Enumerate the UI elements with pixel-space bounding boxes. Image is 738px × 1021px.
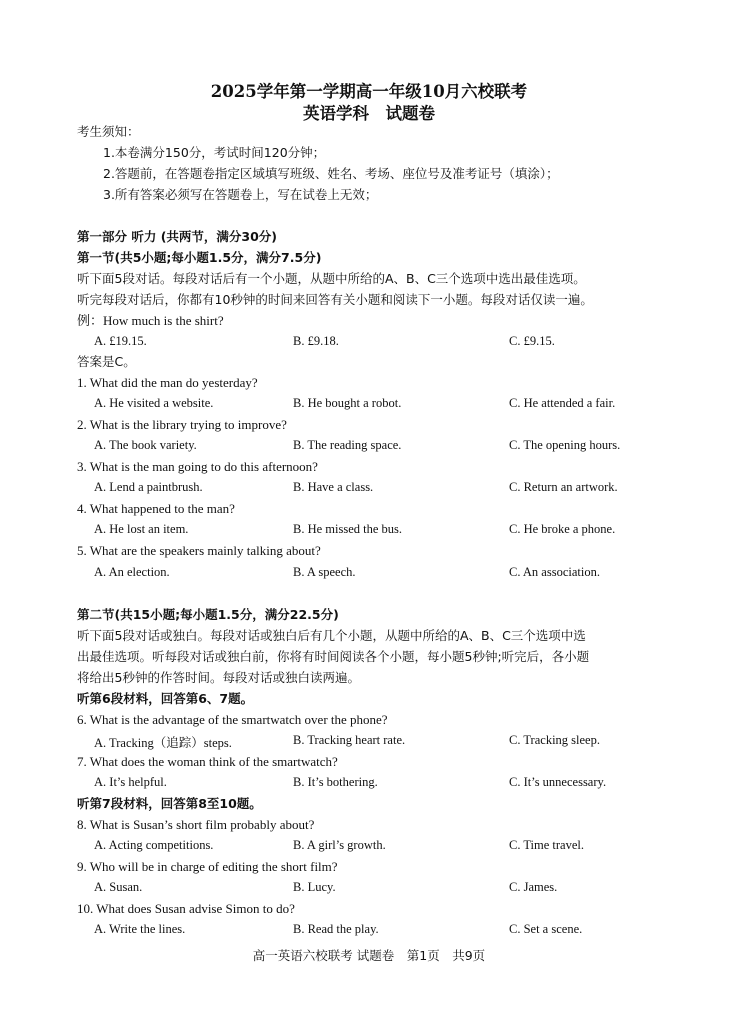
option-b: B. A speech. xyxy=(293,565,356,579)
option-c: C. James. xyxy=(509,880,558,894)
option-b: B. Read the play. xyxy=(293,922,379,936)
option-c: C. Time travel. xyxy=(509,838,585,852)
section2-instructions: 将给出5秒钟的作答时间。每段对话或独白读两遍。 xyxy=(77,670,360,685)
option-a: A. The book variety. xyxy=(94,438,197,452)
material-heading: 听第7段材料，回答第8至10题。 xyxy=(77,796,262,811)
option-a: A. He visited a website. xyxy=(94,396,214,410)
option-a: A. It’s helpful. xyxy=(94,775,167,789)
option-b: B. Tracking heart rate. xyxy=(293,733,406,747)
page-footer: 高一英语六校联考 试题卷 第1页 共9页 xyxy=(252,948,486,963)
section1-instructions: 听下面5段对话。每段对话后有一个小题，从题中所给的A、B、C三个选项中选出最佳选项。 xyxy=(77,271,586,286)
part1-heading: 第一部分 听力 (共两节，满分30分) xyxy=(77,229,278,244)
option-a: A. Tracking（追踪）steps. xyxy=(94,736,232,750)
notice-item: 1.本卷满分150分，考试时间120分钟； xyxy=(103,145,326,160)
material-heading: 听第6段材料，回答第6、7题。 xyxy=(77,691,254,706)
question: 1. What did the man do yesterday? xyxy=(77,375,258,390)
option-a: A. Lend a paintbrush. xyxy=(94,480,203,494)
option-c: C. He attended a fair. xyxy=(509,396,616,410)
question: 9. Who will be in charge of editing the short film? xyxy=(77,859,338,874)
option-a: A. He lost an item. xyxy=(94,522,189,536)
example-answer: 答案是C。 xyxy=(77,354,136,369)
option-c: C. £9.15. xyxy=(509,334,555,348)
option-b: B. He bought a robot. xyxy=(293,396,402,410)
option-b: B. Lucy. xyxy=(293,880,336,894)
example-question: 例：How much is the shirt? xyxy=(77,313,224,328)
question: 6. What is the advantage of the smartwatch over the phone? xyxy=(77,712,388,727)
question: 2. What is the library trying to improve? xyxy=(77,417,287,432)
option-c: C. The opening hours. xyxy=(509,438,621,452)
option-b: B. £9.18. xyxy=(293,334,339,348)
notice-item: 2.答题前，在答题卷指定区域填写班级、姓名、考场、座位号及准考证号（填涂）； xyxy=(103,166,559,181)
option-c: C. Tracking sleep. xyxy=(509,733,600,747)
option-a: A. An election. xyxy=(94,565,170,579)
section2-heading: 第二节(共15小题;每小题1.5分，满分22.5分) xyxy=(77,607,339,622)
option-a: A. Susan. xyxy=(94,880,143,894)
option-c: C. He broke a phone. xyxy=(509,522,616,536)
exam-title: 2025学年第一学期高一年级10月六校联考 xyxy=(210,82,528,101)
section2-instructions: 听下面5段对话或独白。每段对话或独白后有几个小题，从题中所给的A、B、C三个选项中选 xyxy=(77,628,586,643)
option-b: B. He missed the bus. xyxy=(293,522,403,536)
option-b: B. Have a class. xyxy=(293,480,374,494)
exam-subtitle: 英语学科 试题卷 xyxy=(303,104,435,123)
option-b: B. It’s bothering. xyxy=(293,775,378,789)
option-a: A. Acting competitions. xyxy=(94,838,214,852)
question: 4. What happened to the man? xyxy=(77,501,235,516)
section2-instructions: 出最佳选项。听每段对话或独白前，你将有时间阅读各个小题，每小题5秒钟;听完后，各小题 xyxy=(77,649,590,664)
option-a: A. £19.15. xyxy=(94,334,147,348)
option-b: B. A girl’s growth. xyxy=(293,838,386,852)
notice-item: 3.所有答案必须写在答题卷上，写在试卷上无效； xyxy=(103,187,378,202)
section1-heading: 第一节(共5小题;每小题1.5分，满分7.5分) xyxy=(77,250,322,265)
question: 8. What is Susan’s short film probably about? xyxy=(77,817,315,832)
question: 7. What does the woman think of the smartwatch? xyxy=(77,754,338,769)
notice-label: 考生须知： xyxy=(77,124,140,139)
option-b: B. The reading space. xyxy=(293,438,402,452)
question: 5. What are the speakers mainly talking about? xyxy=(77,543,321,558)
option-c: C. An association. xyxy=(509,565,600,579)
question: 10. What does Susan advise Simon to do? xyxy=(77,901,295,916)
option-c: C. It’s unnecessary. xyxy=(509,775,607,789)
option-a: A. Write the lines. xyxy=(94,922,186,936)
section1-instructions: 听完每段对话后，你都有10秒钟的时间来回答有关小题和阅读下一小题。每段对话仅读一遍。 xyxy=(77,292,593,307)
option-c: C. Return an artwork. xyxy=(509,480,618,494)
question: 3. What is the man going to do this afternoon? xyxy=(77,459,318,474)
option-c: C. Set a scene. xyxy=(509,922,583,936)
